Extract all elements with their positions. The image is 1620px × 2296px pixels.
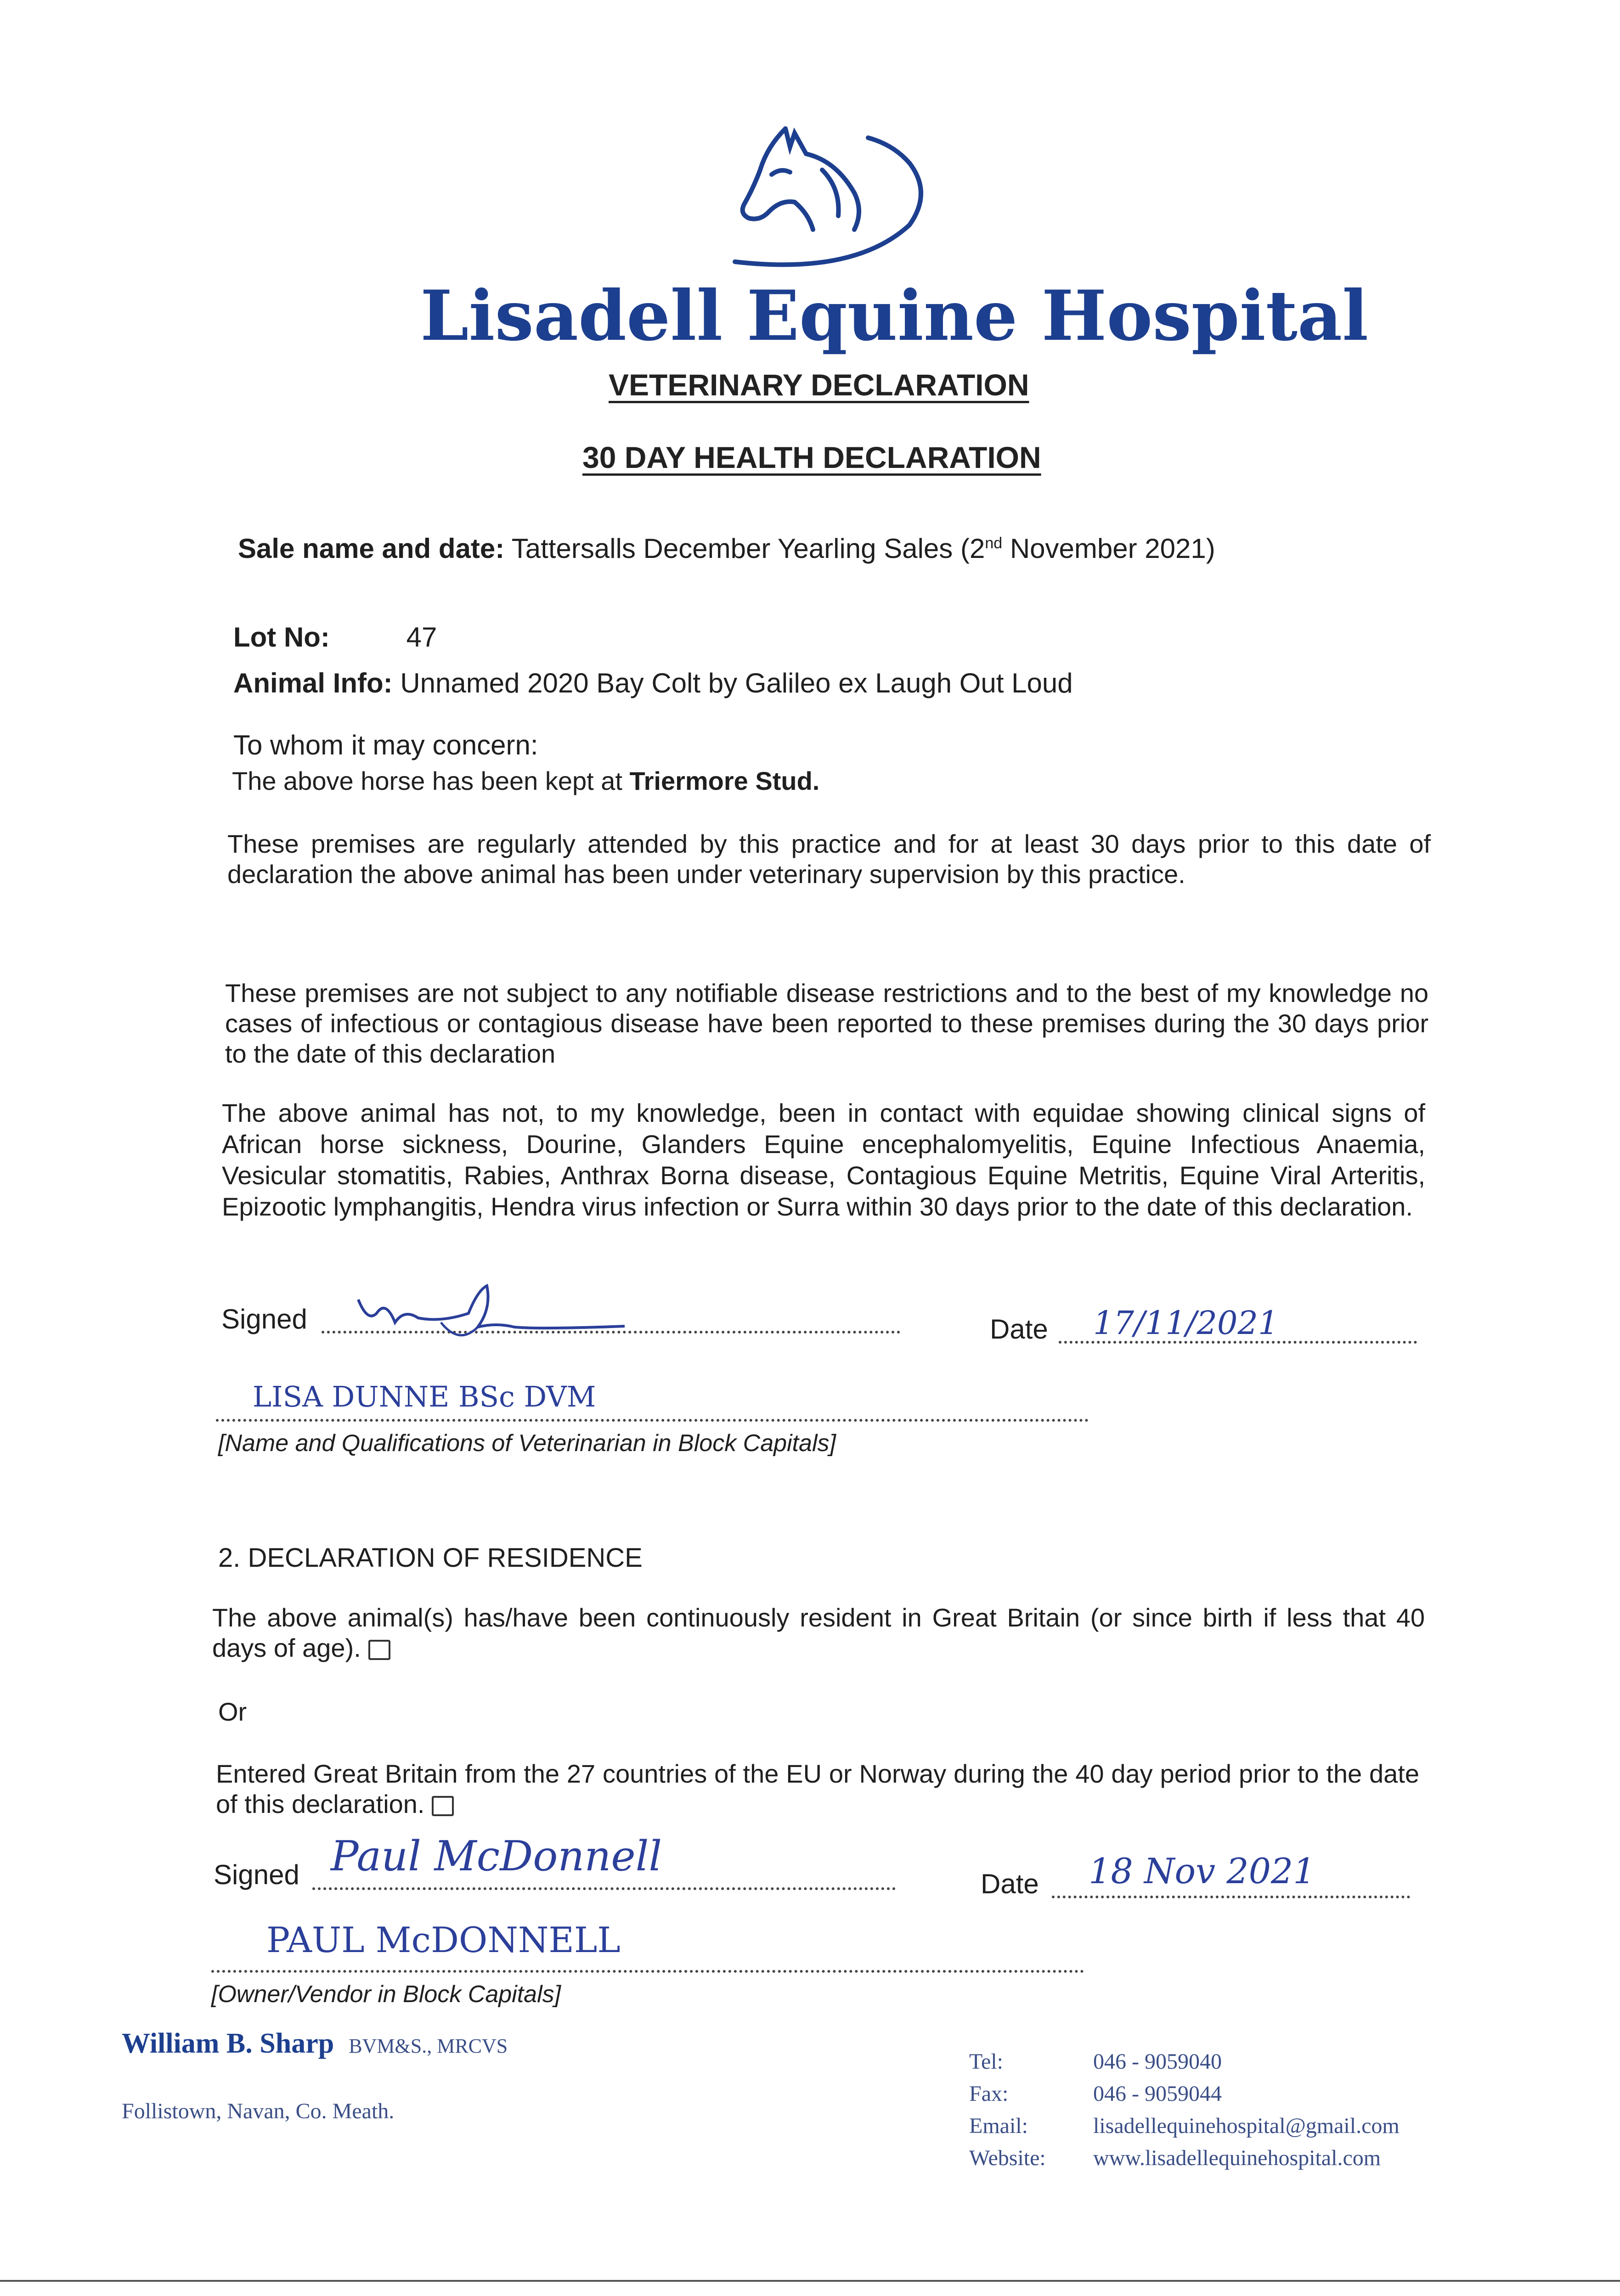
animal-value: Unnamed 2020 Bay Colt by Galileo ex Laugh Out Loud [400, 668, 1073, 698]
lot-label: Lot No: [233, 622, 330, 653]
owner-date-value: 18 Nov 2021 [1089, 1851, 1315, 1891]
footer-contact-fax: Fax: 046 - 9059044 [969, 2082, 1222, 2106]
owner-date-line [1052, 1891, 1410, 1898]
owner-name-line [211, 1965, 1084, 1973]
paragraph-restrictions: These premises are not subject to any notifiable disease restrictions and to the best of my knowledge no cases of infectious or contagious disease have been reported to these premises during the 30 days prior to the date of this declaration [225, 979, 1428, 1068]
paragraph-contact: The above animal has not, to my knowledge, been in contact with equidae showing clinical signs of African horse sickness, Dourine, Glanders Equine encephalomyelitis, Equine Infectious Anaemia, Vesicular stomatitis, Rabies, Anthrax Borna disease, Contagious Equine Metritis, Equine Viral Arteritis, Epizootic lymphangitis, Hendra virus infection or Surra within 30 days prior to the date of this declaration. [222, 1098, 1425, 1221]
bottom-rule [0, 2280, 1620, 2282]
sale-value: Tattersalls December Yearling Sales (2nd November 2021) [511, 533, 1215, 564]
owner-signature: Paul McDonnell [331, 1832, 662, 1880]
paragraph-supervision: These premises are regularly attended by this practice and for at least 30 days prior to this date of declaration the above animal has been under veterinary supervision by this practice. [227, 829, 1431, 889]
horse-head-logo-icon [717, 119, 937, 271]
owner-date-label: Date [981, 1868, 1039, 1899]
vet-date-label: Date [990, 1314, 1048, 1345]
residence-option-1: The above animal(s) has/have been continuously resident in Great Britain (or since birth if less that 40 days of age). [212, 1603, 1425, 1662]
residence-or: Or [218, 1697, 247, 1726]
footer-vet-quals: BVM&S., MRCVS [349, 2035, 508, 2057]
lot-value: 47 [406, 622, 437, 653]
animal-line [233, 668, 1073, 698]
footer-contact-tel: Tel: 046 - 9059040 [969, 2049, 1222, 2074]
owner-name-value: PAUL McDONNELL [266, 1919, 621, 1960]
vet-date-value: 17/11/2021 [1093, 1304, 1279, 1342]
vet-name-caption: [Name and Qualifications of Veterinarian in Block Capitals] [218, 1430, 836, 1457]
vet-signature [349, 1272, 634, 1350]
kept-line: The above horse has been kept at Triermore Stud. [232, 766, 820, 795]
footer-address: Follistown, Navan, Co. Meath. [122, 2099, 395, 2123]
sale-label: Sale name and date: [238, 533, 505, 564]
vet-signed-label: Signed [221, 1304, 307, 1334]
owner-name-caption: [Owner/Vendor in Block Capitals] [211, 1981, 561, 2008]
health-declaration-title: 30 DAY HEALTH DECLARATION [582, 440, 1041, 474]
greeting: To whom it may concern: [233, 730, 538, 760]
footer-vet-name: William B. Sharp BVM&S., MRCVS [122, 2028, 508, 2059]
vet-name-value: LISA DUNNE BSc DVM [253, 1380, 596, 1413]
owner-signed-label: Signed [214, 1859, 299, 1890]
hospital-name: Lisadell Equine Hospital [420, 276, 1369, 356]
residence-option-2: Entered Great Britain from the 27 countries of the EU or Norway during the 40 day period prior to the date of this declaration. [216, 1759, 1419, 1818]
lot-line [233, 622, 437, 653]
residence-heading: 2. DECLARATION OF RESIDENCE [218, 1543, 643, 1573]
veterinary-declaration-title: VETERINARY DECLARATION [609, 368, 1029, 402]
vet-name-line [216, 1414, 1089, 1422]
footer-contact-email[interactable]: Email: lisadellequinehospital@gmail.com [969, 2114, 1400, 2138]
owner-signature-line [312, 1883, 896, 1890]
footer-contact-website[interactable]: Website: www.lisadellequinehospital.com [969, 2146, 1381, 2170]
residence-option-2-checkbox[interactable] [432, 1796, 454, 1816]
stud-name: Triermore Stud. [629, 766, 820, 795]
animal-label: Animal Info: [233, 668, 393, 698]
sale-line [238, 528, 1215, 564]
residence-option-1-checkbox[interactable] [368, 1640, 390, 1660]
